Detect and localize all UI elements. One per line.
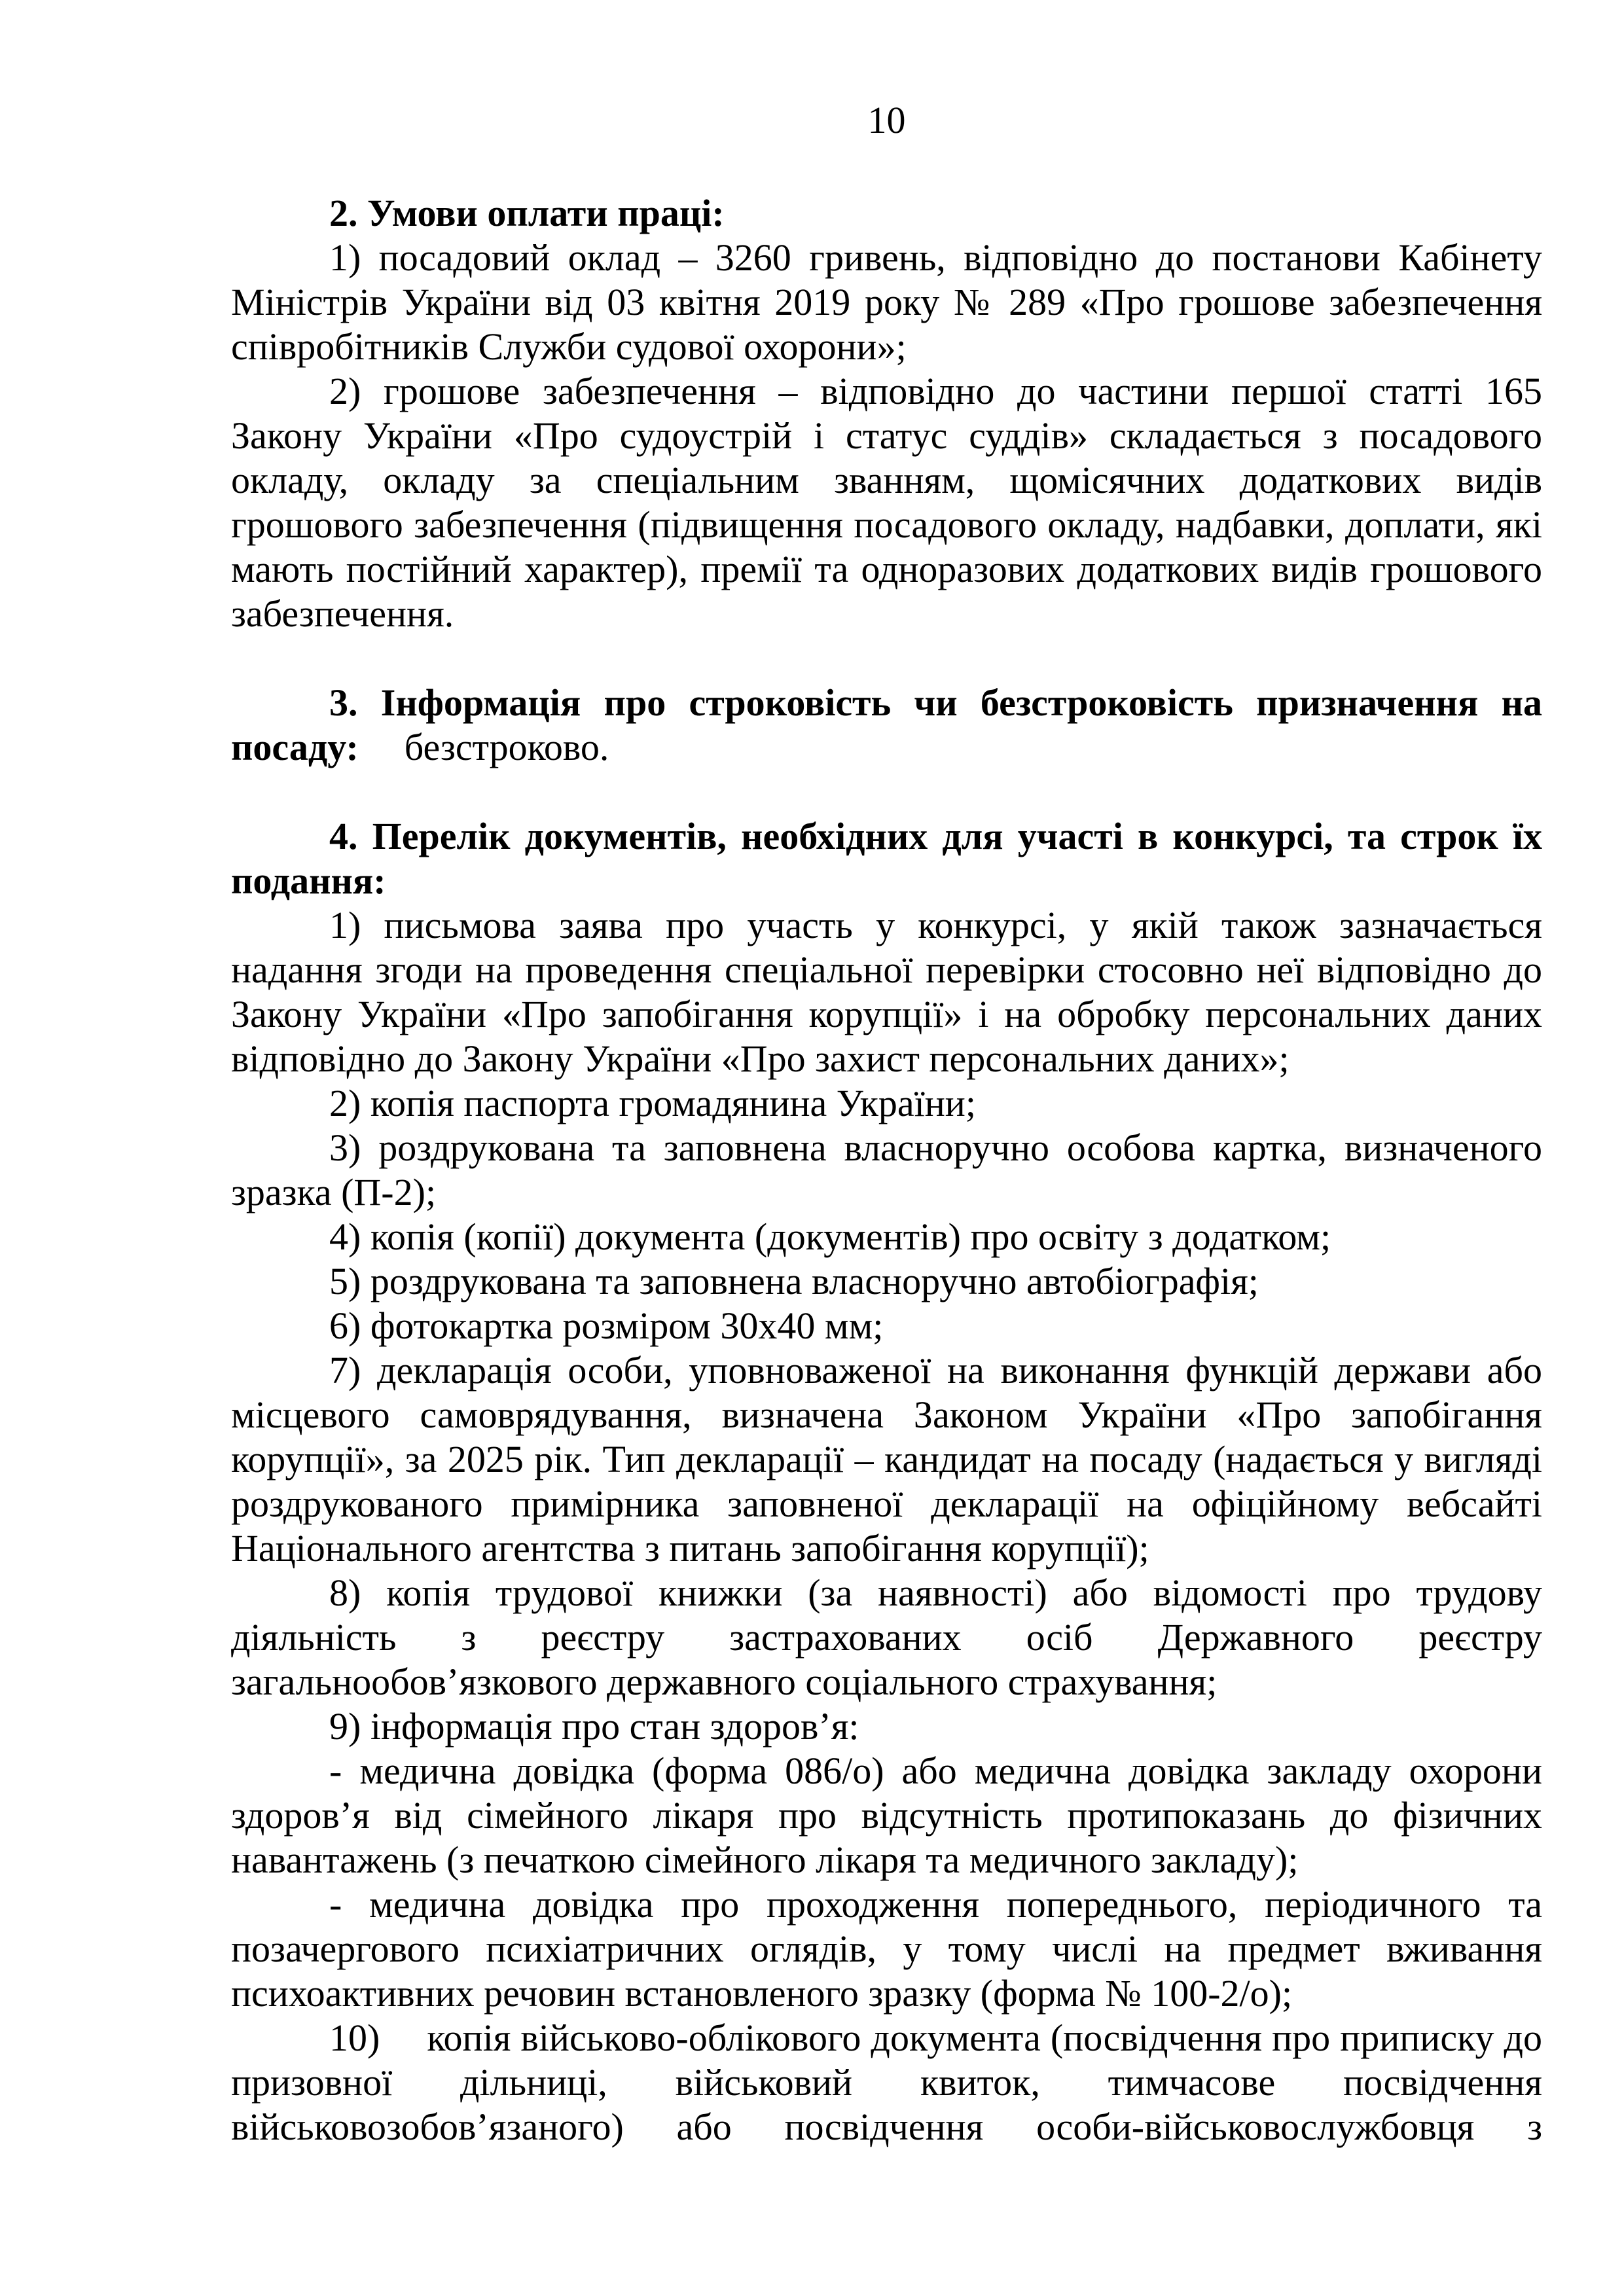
section4-item-2: 2) копія паспорта громадянина України; [329,1082,976,1124]
section4-item-4: 4) копія (копії) документа (документів) про освіту з додатком; [329,1215,1331,1258]
section3-heading [231,681,1542,770]
section4-item-10-marker: 10) [329,2017,380,2059]
section2-item-2: 2) грошове забезпечення – відповідно до частини першої статті 165 Закону України «Про судоустрій і статус суддів» складається з посадового окладу, окладу за спеціальним званням, щомісячних додаткових видів грошового забезпечення (підвищення посадового окладу, надбавки, доплати, які мають постійний характер), премії та одноразових додаткових видів грошового забезпечення. [231,370,1542,635]
section4-item-1: 1) письмова заява про участь у конкурсі, у якій також зазначається надання згоди на проведення спеціальної перевірки стосовно неї відповідно до Закону України «Про запобігання корупції» і на обробку персональних даних відповідно до Закону України «Про захист персональних даних»; [231,904,1542,1080]
section4-item-9-dash-1: - медична довідка (форма 086/о) або медична довідка закладу охорони здоров’я від сімейного лікаря про відсутність протипоказань до фізичних навантажень (з печаткою сімейного лікаря та медичного закладу); [231,1749,1542,1881]
section2-item-1: 1) посадовий оклад – 3260 гривень, відповідно до постанови Кабінету Міністрів України від 03 квітня 2019 року № 289 «Про грошове забезпечення співробітників Служби судової охорони»; [231,236,1542,368]
section4-item-9-dash-2: - медична довідка про проходження попереднього, періодичного та позачергового психіатричних оглядів, у тому числі на предмет вживання психоактивних речовин встановленого зразку (форма № 100-2/о); [231,1883,1542,2015]
section3-heading-bold: 3. Інформація про строковість чи безстроковість призначення на посаду: [231,681,1542,768]
document-content [231,98,1542,2149]
section4-item-9: 9) інформація про стан здоров’я: [329,1705,859,1748]
section4-item-7: 7) декларація особи, уповноваженої на виконання функцій держави або місцевого самоврядування, визначена Законом України «Про запобігання корупції», за 2025 рік. Тип декларації – кандидат на посаду (надається у вигляді роздрукованого примірника заповненої декларації на офіційному вебсайті Національного агентства з питань запобігання корупції); [231,1349,1542,1570]
section3-value: безстроково. [404,726,609,768]
section4-item-10 [231,2016,1542,2149]
section4-item-5: 5) роздрукована та заповнена власноручно автобіографія; [329,1260,1259,1302]
section4-heading: 4. Перелік документів, необхідних для участі в конкурсі, та строк їх подання: [231,815,1542,902]
section4-item-8: 8) копія трудової книжки (за наявності) або відомості про трудову діяльність з реєстру застрахованих осіб Державного реєстру загальнообов’язкового державного соціального страхування; [231,1571,1542,1703]
page-number: 10 [867,99,906,141]
section2-heading: 2. Умови оплати праці: [329,192,725,234]
section4-item-3: 3) роздрукована та заповнена власноручно особова картка, визначеного зразка (П-2); [231,1126,1542,1213]
section4-item-6: 6) фотокартка розміром 30х40 мм; [329,1304,884,1347]
section4-item-10-text: копія військово-облікового документа (посвідчення про приписку до призовної дільниці, військовий квиток, тимчасове посвідчення військовозобов’язаного) або посвідчення особи-військовослужбовця з [231,2017,1542,2148]
